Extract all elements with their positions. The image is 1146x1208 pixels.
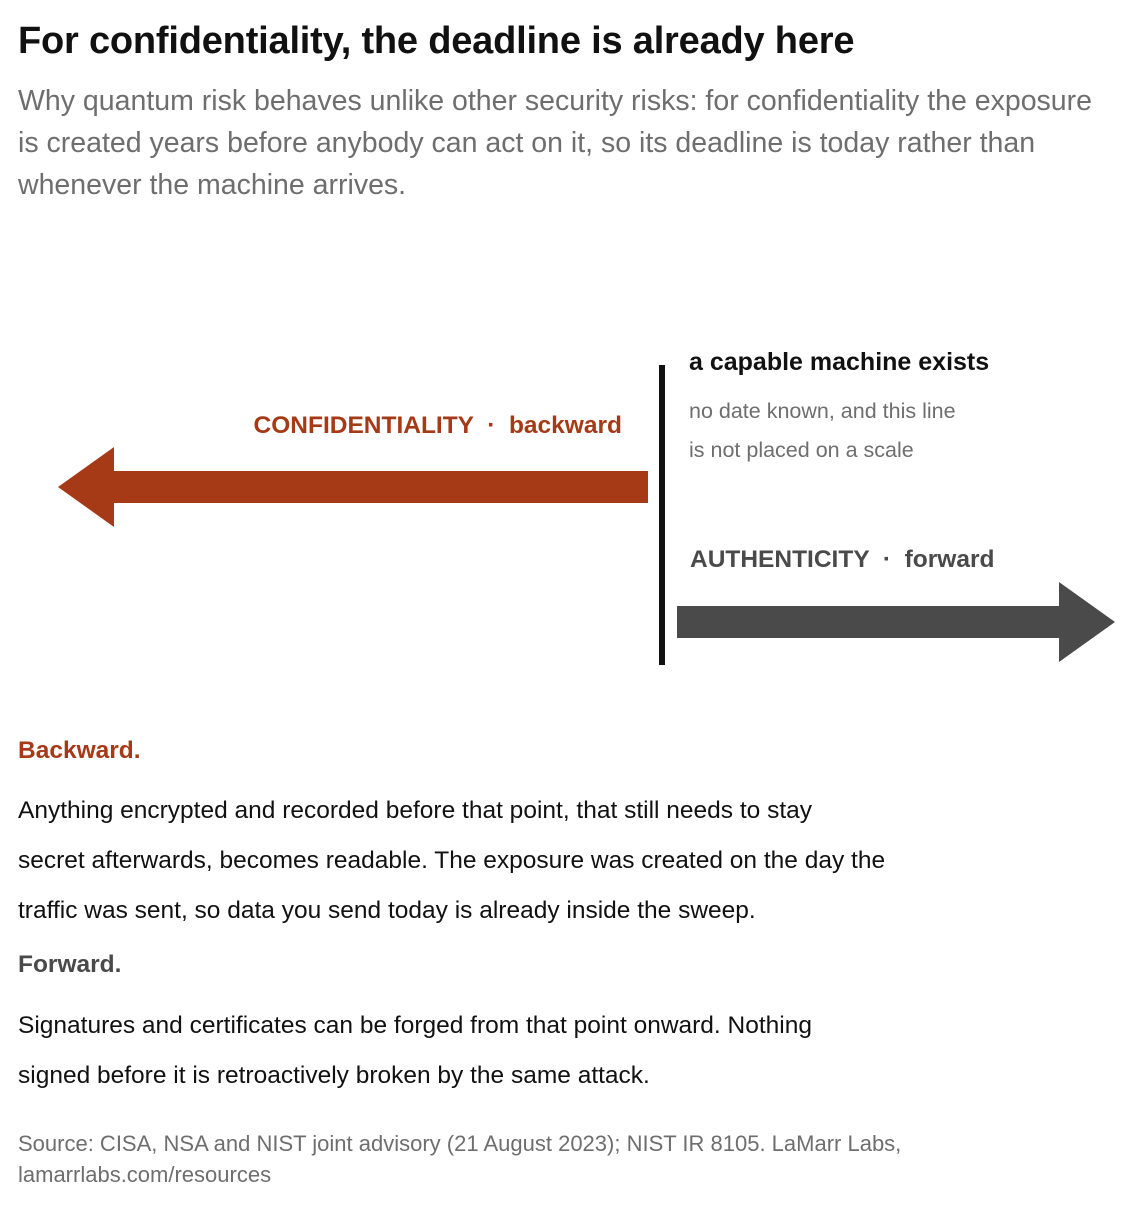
backward-description — [18, 786, 988, 936]
event-note-line2: is not placed on a scale — [689, 438, 914, 462]
confidentiality-label: CONFIDENTIALITY · backward — [253, 412, 622, 439]
chart-subtitle: Why quantum risk behaves unlike other security risks: for confidentiality the exposure is created years before anybody can act on it, so its deadline is today rather than whenever the machine arrives. — [18, 85, 1092, 201]
source-line: Source: CISA, NSA and NIST joint advisory (21 August 2023); NIST IR 8105. LaMarr Labs, — [18, 1131, 902, 1156]
forward-line: signed before it is retroactively broken by the same attack. — [18, 1062, 650, 1089]
backward-line: traffic was sent, so data you send today is already inside the sweep. — [18, 897, 756, 924]
authenticity-label: AUTHENTICITY · forward — [690, 546, 995, 573]
backward-heading: Backward. — [18, 737, 141, 764]
backward-line: Anything encrypted and recorded before that point, that still needs to stay — [18, 797, 813, 824]
event-label: a capable machine exists — [689, 348, 990, 376]
source-line: lamarrlabs.com/resources — [18, 1162, 272, 1187]
forward-heading: Forward. — [18, 951, 122, 978]
event-note-line1: no date known, and this line — [689, 399, 956, 423]
chart-title: For confidentiality, the deadline is already here — [18, 20, 855, 62]
backward-arrow — [58, 447, 648, 527]
source-note — [18, 1128, 1018, 1190]
backward-line: secret afterwards, becomes readable. The exposure was created on the day the — [18, 847, 886, 874]
forward-description — [18, 1001, 988, 1101]
forward-arrow — [677, 582, 1115, 662]
forward-line: Signatures and certificates can be forged from that point onward. Nothing — [18, 1012, 812, 1039]
